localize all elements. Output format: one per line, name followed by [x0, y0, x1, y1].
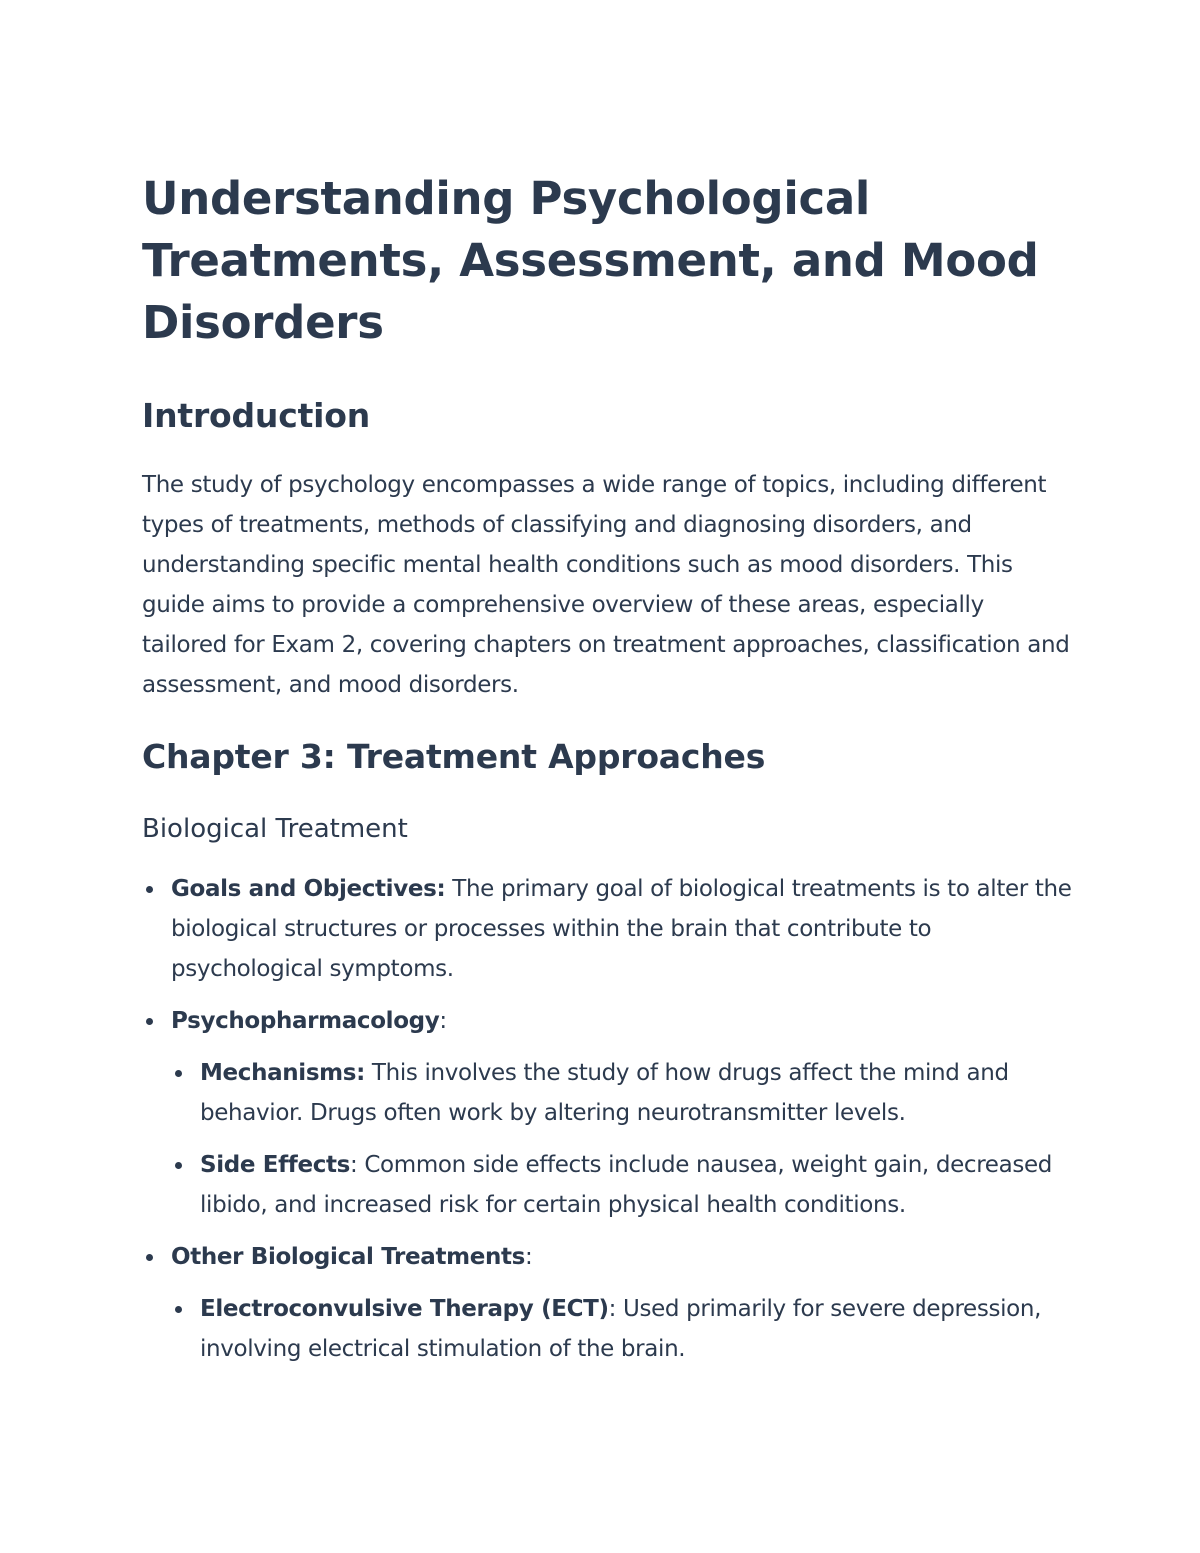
list-item-other-biological-treatments: [142, 1237, 1072, 1369]
bullet-icon: [175, 1306, 182, 1313]
introduction-heading: Introduction: [142, 396, 371, 435]
biological-treatment-list: [142, 869, 1072, 1369]
chapter-3-heading: Chapter 3: Treatment Approaches: [142, 737, 766, 776]
item-text: The primary goal of biological treatments is to alter the biological structures or processes within the brain that contribute to psychological symptoms.: [171, 876, 1072, 982]
item-label: Side Effects: [200, 1152, 350, 1178]
other-treatments-sublist: [171, 1289, 1072, 1369]
bullet-icon: [175, 1070, 182, 1077]
item-text: :: [439, 1008, 447, 1034]
list-item-goals: [142, 869, 1072, 989]
sublist-item-side-effects: [171, 1145, 1072, 1225]
document-title: Understanding Psychological Treatments, Assessment, and Mood Disorders: [142, 172, 1039, 349]
item-text: This involves the study of how drugs affect the mind and behavior. Drugs often work by altering neurotransmitter levels.: [200, 1060, 1009, 1126]
item-text: : Common side effects include nausea, weight gain, decreased libido, and increased risk for certain physical health conditions.: [200, 1152, 1053, 1218]
document-page: [142, 168, 1072, 1369]
item-label: Psychopharmacology: [171, 1008, 440, 1034]
introduction-paragraph: The study of psychology encompasses a wide range of topics, including different types of treatments, methods of classifying and diagnosing disorders, and understanding specific mental health conditions such as mood disorders. This guide aims to provide a comprehensive overview of these areas, especially tailored for Exam 2, covering chapters on treatment approaches, classification and assessment, and mood disorders.: [142, 472, 1070, 698]
bullet-icon: [146, 886, 153, 893]
biological-treatment-heading: Biological Treatment: [142, 814, 408, 844]
psychopharmacology-sublist: [171, 1053, 1072, 1225]
item-label: Mechanisms:: [200, 1060, 365, 1086]
bullet-icon: [146, 1254, 153, 1261]
bullet-icon: [146, 1018, 153, 1025]
item-text: : Used primarily for severe depression, involving electrical stimulation of the brain.: [200, 1296, 1042, 1362]
item-label: Goals and Objectives:: [171, 876, 446, 902]
item-label: Electroconvulsive Therapy (ECT): [200, 1296, 609, 1322]
item-text: :: [524, 1244, 533, 1270]
sublist-item-mechanisms: [171, 1053, 1072, 1133]
bullet-icon: [175, 1162, 182, 1169]
sublist-item-ect: [171, 1289, 1072, 1369]
item-label: Other Biological Treatments: [171, 1244, 525, 1270]
list-item-psychopharmacology: [142, 1001, 1072, 1225]
